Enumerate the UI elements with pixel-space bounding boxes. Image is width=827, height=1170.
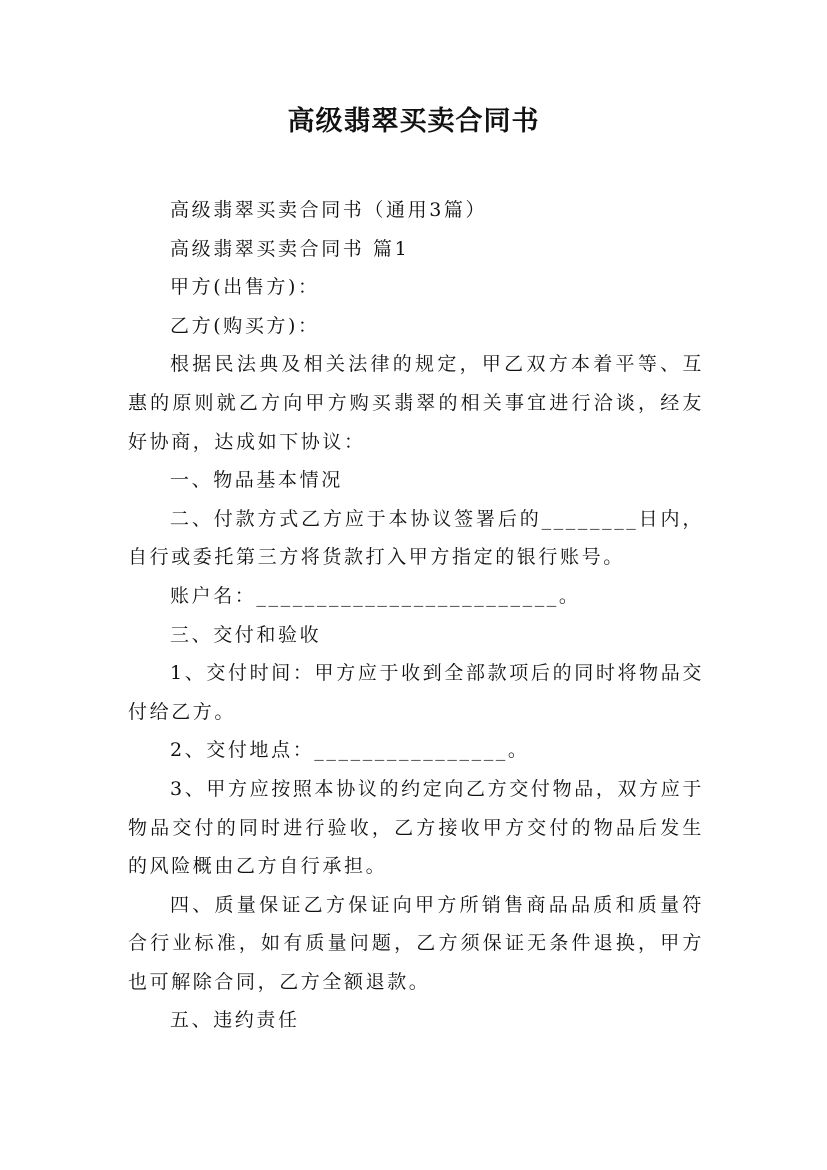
paragraph-clause-1: 一、物品基本情况 (170, 469, 343, 492)
paragraph-inspection: 3、甲方应按照本协议的约定向乙方交付物品，双方应于物品交付的同时进行验收，乙方接收甲方交付的物品后发生的风险概由乙方自行承担。 (128, 777, 704, 878)
document-title: 高级翡翠买卖合同书 (287, 106, 540, 137)
paragraph-clause-4: 四、质量保证乙方保证向甲方所销售商品品质和质量符合行业标准，如有质量问题，乙方须保证无条件退换，甲方也可解除合同，乙方全额退款。 (128, 893, 704, 993)
paragraph-party-a: 甲方(出售方)： (170, 276, 320, 299)
paragraph-section-heading: 高级翡翠买卖合同书 篇1 (170, 237, 410, 260)
paragraph-party-b: 乙方(购买方)： (170, 314, 320, 337)
paragraph-delivery-place: 2、交付地点：________________。 (170, 739, 530, 762)
paragraph-clause-3: 三、交付和验收 (170, 623, 322, 646)
paragraph-preamble: 根据民法典及相关法律的规定，甲乙双方本着平等、互惠的原则就乙方向甲方购买翡翠的相关事宜进行洽谈，经友好协商，达成如下协议： (128, 353, 704, 453)
paragraph-account-name: 账户名：_________________________。 (170, 584, 581, 607)
paragraph-subtitle: 高级翡翠买卖合同书（通用3篇） (170, 199, 488, 221)
document-body (128, 191, 704, 1040)
paragraph-clause-5: 五、违约责任 (170, 1009, 300, 1032)
paragraph-delivery-time: 1、交付时间：甲方应于收到全部款项后的同时将物品交付给乙方。 (128, 662, 704, 723)
paragraph-clause-2: 二、付款方式乙方应于本协议签署后的________日内，自行或委托第三方将货款打入甲方指定的银行账号。 (128, 507, 704, 569)
